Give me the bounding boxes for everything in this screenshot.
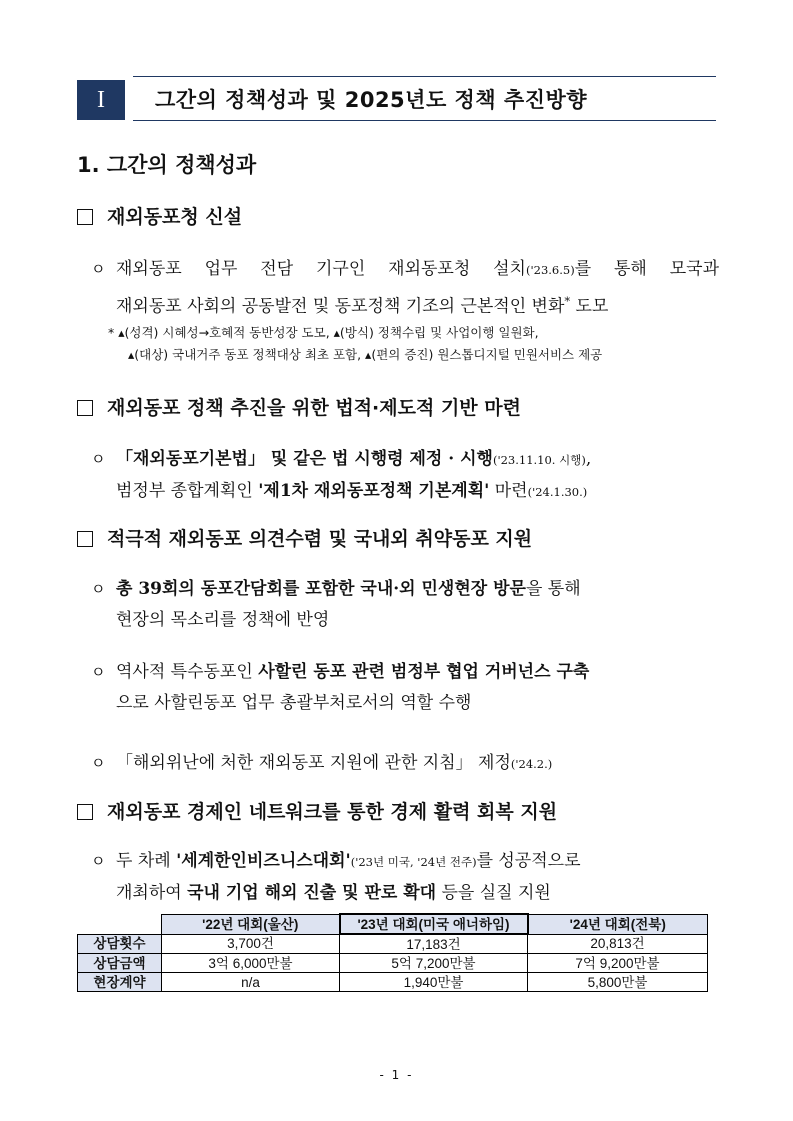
section-title-4 [77, 798, 557, 826]
bullet-line: 「재외동포기본법」 및 같은 법 시행령 제정 · 시행('23.11.10. 시행), [116, 449, 592, 469]
section-title-text: 재외동포 정책 추진을 위한 법적·제도적 기반 마련 [107, 397, 521, 419]
bullet-mark: ㅇ [91, 260, 106, 278]
section-title-text: 적극적 재외동포 의견수렴 및 국내외 취약동포 지원 [107, 528, 533, 550]
checkbox-square-icon [77, 531, 93, 547]
bullet-mark: ㅇ [91, 852, 106, 870]
bullet-line: 재외동포 업무 전담 기구인 재외동포청 설치('23.6.5)를 통해 모국과 [116, 259, 719, 279]
chapter-title: 그간의 정책성과 및 2025년도 정책 추진방향 [155, 88, 588, 112]
business-convention-table [77, 913, 708, 992]
bullet-item [91, 846, 719, 909]
bullet-item [91, 657, 719, 719]
checkbox-square-icon [77, 209, 93, 225]
table-cell: 7억 9,200만불 [528, 954, 708, 973]
table-cell: 3억 6,000만불 [162, 954, 340, 973]
table-header-row [78, 914, 708, 934]
table-cell: 5억 7,200만불 [340, 954, 528, 973]
section-title-text: 재외동포 경제인 네트워크를 통한 경제 활력 회복 지원 [107, 801, 558, 823]
table-column-header: '22년 대회(울산) [162, 914, 340, 934]
bullet-item [91, 444, 719, 508]
bullet-item [91, 748, 719, 780]
bullet-mark: ㅇ [91, 754, 106, 772]
bullet-item [91, 254, 719, 323]
table-row [78, 934, 708, 954]
table-row [78, 954, 708, 973]
section-heading: 1. 그간의 정책성과 [77, 153, 257, 177]
table-row-header: 상담금액 [78, 954, 162, 973]
table-cell: 20,813건 [528, 934, 708, 954]
table-cell: 1,940만불 [340, 973, 528, 992]
table-column-header: '24년 대회(전북) [528, 914, 708, 934]
chapter-badge: I [77, 80, 125, 120]
table-cell: n/a [162, 973, 340, 992]
bullet-line: 역사적 특수동포인 사할린 동포 관련 범정부 협업 거버넌스 구축 [116, 662, 590, 682]
bullet-line: 범정부 종합계획인 '제1차 재외동포정책 기본계획' 마련('24.1.30.) [116, 481, 588, 501]
table-row-header: 상담횟수 [78, 934, 162, 954]
header-rule-top [133, 76, 716, 77]
bullet-mark: ㅇ [91, 580, 106, 598]
bullet-line: 총 39회의 동포간담회를 포함한 국내·외 민생현장 방문을 통해 [116, 579, 581, 599]
section-title-3 [77, 525, 532, 553]
bullet-item [91, 574, 719, 636]
section-title-text: 재외동포청 신설 [107, 206, 243, 228]
table-corner-cell [78, 914, 162, 934]
footnote: * ▴(성격) 시혜성→호혜적 동반성장 도모, ▴(방식) 정책수립 및 사업이행 일원화, ▴(대상) 국내거주 동포 정책대상 최초 포함, ▴(편의 증진) 원스톱디지털 민원서비스 제공 [108, 325, 603, 362]
section-title-1 [77, 203, 242, 231]
bullet-mark: ㅇ [91, 663, 106, 681]
checkbox-square-icon [77, 400, 93, 416]
page-number: - 1 - [379, 1068, 414, 1082]
table-row [78, 973, 708, 992]
table-cell: 5,800만불 [528, 973, 708, 992]
table-row-header: 현장계약 [78, 973, 162, 992]
bullet-line: 두 차례 '세계한인비즈니스대회'('23년 미국, '24년 전주)를 성공적으로 [116, 851, 581, 871]
bullet-line: 개최하여 국내 기업 해외 진출 및 판로 확대 등을 실질 지원 [116, 883, 551, 903]
bullet-line: 현장의 목소리를 정책에 반영 [116, 610, 330, 630]
bullet-mark: ㅇ [91, 450, 106, 468]
table-cell: 17,183건 [340, 934, 528, 954]
bullet-line: 「해외위난에 처한 재외동포 지원에 관한 지침」 제정('24.2.) [116, 753, 553, 773]
section-title-2 [77, 394, 521, 422]
header-rule-bottom [133, 120, 716, 121]
bullet-line: 으로 사할린동포 업무 총괄부처로서의 역할 수행 [116, 693, 472, 713]
bullet-line: 재외동포 사회의 공동발전 및 동포정책 기조의 근본적인 변화* 도모 [116, 294, 609, 317]
table-column-header: '23년 대회(미국 애너하임) [340, 914, 528, 934]
table-cell: 3,700건 [162, 934, 340, 954]
checkbox-square-icon [77, 804, 93, 820]
